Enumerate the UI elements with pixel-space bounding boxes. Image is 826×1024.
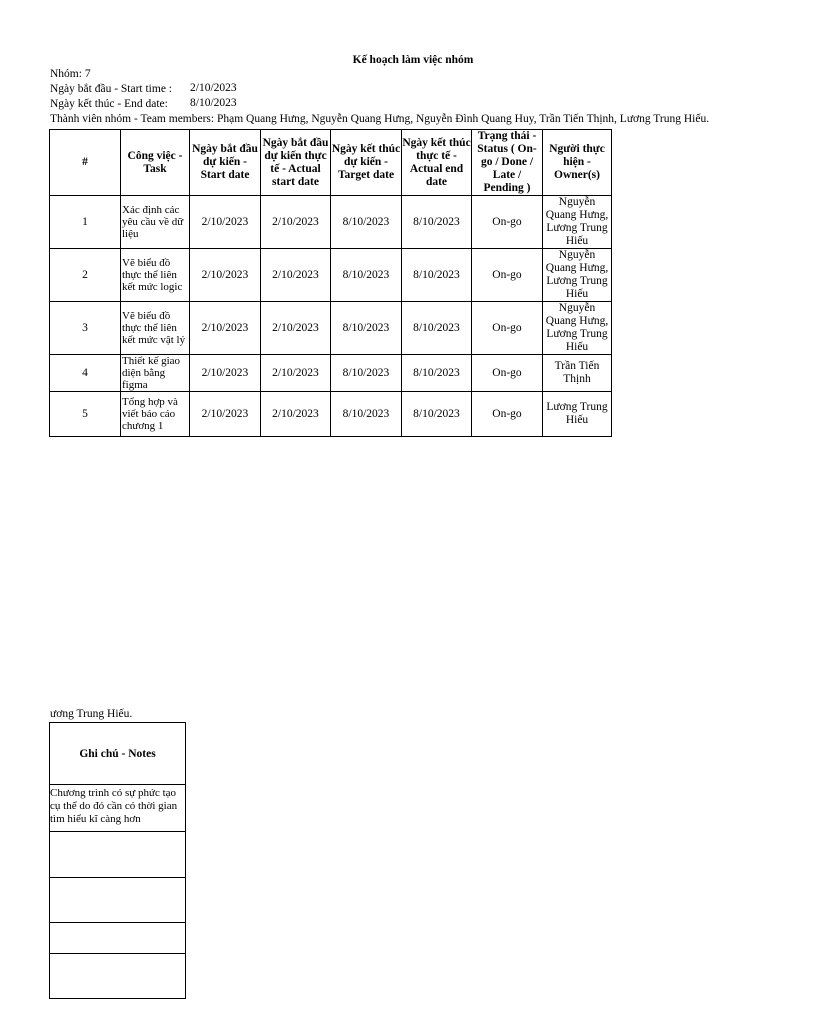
header-task: Công việc - Task (121, 130, 190, 196)
row-target-date: 8/10/2023 (331, 196, 402, 249)
note-cell (50, 923, 186, 954)
row-actual-start: 2/10/2023 (261, 196, 331, 249)
row-owner: Nguyễn Quang Hưng, Lương Trung Hiếu (543, 249, 612, 302)
row-task-text: Thiết kế giao diện bằng figma (122, 355, 181, 391)
row-status: On-go (472, 302, 543, 355)
row-status: On-go (472, 392, 543, 437)
page-title: Kế hoạch làm việc nhóm (352, 54, 474, 66)
row-owner: Lương Trung Hiếu (543, 392, 612, 437)
row-start-date: 2/10/2023 (190, 392, 261, 437)
row-actual-start: 2/10/2023 (261, 392, 331, 437)
row-actual-end: 8/10/2023 (402, 196, 472, 249)
start-value: 2/10/2023 (190, 82, 237, 94)
row-target-date: 8/10/2023 (331, 392, 402, 437)
header-num: # (50, 130, 121, 196)
row-target-date: 8/10/2023 (331, 249, 402, 302)
header-status: Trạng thái - Status ( On-go / Done / Late / Pending ) (472, 130, 543, 196)
row-status: On-go (472, 249, 543, 302)
start-label: Ngày bắt đầu - Start time : (50, 83, 172, 95)
row-task (121, 392, 190, 437)
row-num: 5 (50, 392, 121, 437)
row-owner: Trần Tiến Thịnh (543, 355, 612, 392)
header-actual-end: Ngày kết thúc thực tế - Actual end date (402, 130, 472, 196)
row-task (121, 249, 190, 302)
header-start-date: Ngày bắt đầu dự kiến - Start date (190, 130, 261, 196)
row-actual-end: 8/10/2023 (402, 302, 472, 355)
end-value: 8/10/2023 (190, 97, 237, 109)
header-target-date: Ngày kết thúc dự kiến - Target date (331, 130, 402, 196)
row-task-text: Vẽ biểu đồ thực thể liên kết mức logic (122, 257, 183, 293)
note-cell (50, 878, 186, 923)
notes-header: Ghi chú - Notes (50, 723, 186, 785)
table-row (50, 302, 612, 355)
row-start-date: 2/10/2023 (190, 196, 261, 249)
team-members: Thành viên nhóm - Team members: Phạm Quang Hưng, Nguyễn Quang Hưng, Nguyễn Đình Quang Huy, Trần Tiến Thịnh, Lương Trung Hiếu. (50, 113, 710, 125)
row-owner: Nguyễn Quang Hưng, Lương Trung Hiếu (543, 196, 612, 249)
notes-table (49, 722, 186, 999)
row-task (121, 355, 190, 392)
row-owner: Nguyễn Quang Hưng, Lương Trung Hiếu (543, 302, 612, 355)
group-label: Nhóm: 7 (50, 68, 91, 80)
end-label: Ngày kết thúc - End date: (50, 98, 168, 110)
row-start-date: 2/10/2023 (190, 302, 261, 355)
note-cell (50, 954, 186, 999)
row-num: 2 (50, 249, 121, 302)
row-task-text: Tổng hợp và viết báo cáo chương 1 (122, 396, 178, 432)
row-num: 4 (50, 355, 121, 392)
table-row (50, 249, 612, 302)
row-actual-end: 8/10/2023 (402, 355, 472, 392)
row-actual-start: 2/10/2023 (261, 302, 331, 355)
table-row (50, 196, 612, 249)
team-members-continued: ương Trung Hiếu. (50, 708, 133, 720)
header-actual-start: Ngày bắt đầu dự kiến thực tế - Actual start date (261, 130, 331, 196)
row-num: 1 (50, 196, 121, 249)
row-task-text: Xác định các yêu cầu về dữ liệu (122, 204, 184, 240)
row-actual-end: 8/10/2023 (402, 392, 472, 437)
row-start-date: 2/10/2023 (190, 249, 261, 302)
row-actual-end: 8/10/2023 (402, 249, 472, 302)
note-cell: Chương trình có sự phức tạo cụ thể do đó cần có thời gian tìm hiểu kĩ càng hơn (50, 785, 186, 832)
row-target-date: 8/10/2023 (331, 302, 402, 355)
work-plan-table (49, 129, 612, 437)
row-status: On-go (472, 355, 543, 392)
row-task (121, 196, 190, 249)
row-actual-start: 2/10/2023 (261, 355, 331, 392)
row-task-text: Vẽ biểu đồ thực thể liên kết mức vật lý (122, 310, 186, 346)
table-row (50, 392, 612, 437)
row-status: On-go (472, 196, 543, 249)
note-cell (50, 832, 186, 878)
row-num: 3 (50, 302, 121, 355)
row-actual-start: 2/10/2023 (261, 249, 331, 302)
table-row (50, 355, 612, 392)
row-target-date: 8/10/2023 (331, 355, 402, 392)
row-task (121, 302, 190, 355)
row-start-date: 2/10/2023 (190, 355, 261, 392)
table-header-row (50, 130, 612, 196)
header-owner: Người thực hiện - Owner(s) (543, 130, 612, 196)
